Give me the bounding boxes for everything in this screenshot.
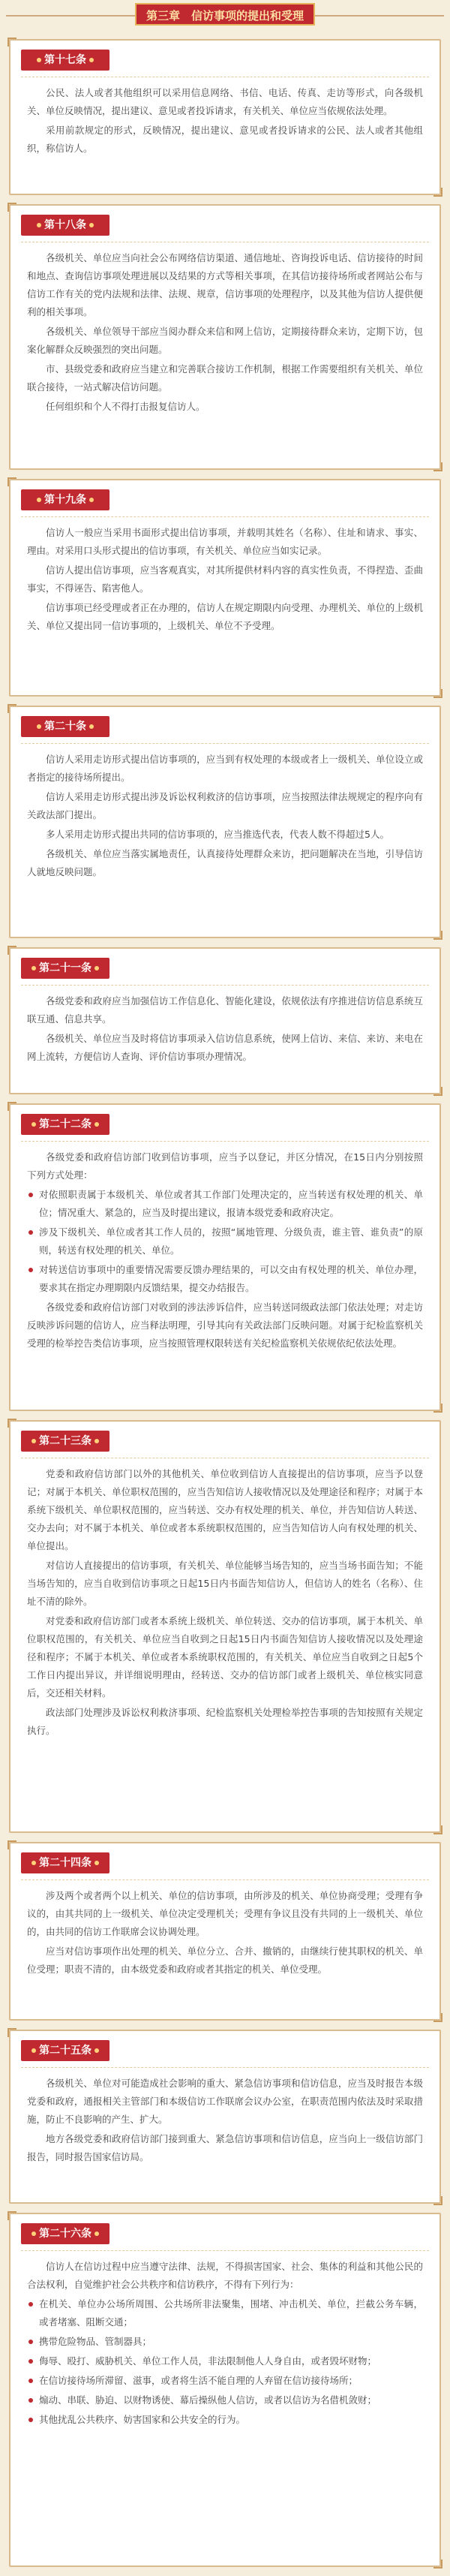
card-divider: [21, 242, 429, 243]
article-body: [27, 249, 423, 417]
corner-ornament: [8, 2028, 16, 2037]
article-label: [21, 215, 110, 236]
corner-ornament: [8, 1102, 16, 1111]
article-paragraph: 采用前款规定的形式，反映情况，提出建议、意见或者投诉请求的公民、法人或者其他组织，称信访人。: [27, 125, 423, 154]
article-card-26: [9, 2213, 441, 2567]
article-paragraph: 信访人一般应当采用书面形式提出信访事项，并载明其姓名（名称）、住址和请求、事实、理由。对采用口头形式提出的信访事项，有关机关、单位应当如实记录。: [27, 527, 423, 556]
article-body: [27, 751, 423, 883]
dot-icon: [94, 1122, 99, 1127]
corner-ornament: [434, 1825, 442, 1834]
article-label: [21, 2223, 110, 2244]
dot-icon: [32, 2231, 36, 2236]
article-paragraph: 市、县级党委和政府应当建立和完善联合接访工作机制，根据工作需要组织有关机关、单位联合接待，一站式解决信访问题。: [27, 363, 423, 393]
article-label: [21, 958, 110, 979]
article-paragraph: 信访事项已经受理或者正在办理的，信访人在规定期限内向受理、办理机关、单位的上级机关、单位又提出同一信访事项的，上级机关、单位不予受理。: [27, 602, 423, 631]
article-card-19: [9, 479, 441, 697]
article-body: [27, 524, 423, 636]
list-item: 对转送信访事项中的重要情况需要反馈办理结果的，可以交由有权处理的机关、单位办理，要求其在指定办理期限内反馈结果，提交办结报告。: [27, 1261, 423, 1297]
article-card-21: [9, 947, 441, 1094]
article-card-20: [9, 706, 441, 938]
article-card-18: [9, 204, 441, 470]
article-card-25: [9, 2030, 441, 2204]
article-paragraph: 各级党委和政府信访部门对收到的涉法涉诉信件，应当转送同级政法部门依法处理；对走访反映涉诉问题的信访人，应当释法明理，引导其向有关政法部门反映问题。对属于纪检监察机关受理的检举控告类信访事项，应当按照管理权限转送有关纪检监察机关依规依纪依法处理。: [27, 1302, 423, 1349]
article-label-text: 第二十二条: [39, 1118, 92, 1130]
corner-ornament: [434, 462, 442, 471]
bullet-list: [27, 2295, 423, 2429]
article-label: [21, 1852, 110, 1873]
corner-ornament: [8, 1419, 16, 1428]
article-body: [27, 2258, 423, 2430]
corner-ornament: [434, 931, 442, 940]
card-divider: [21, 516, 429, 518]
dot-icon: [94, 2231, 99, 2236]
article-paragraph: 公民、法人或者其他组织可以采用信息网络、书信、电话、传真、走访等形式，向各级机关、单位反映情况，提出建议、意见或者投诉请求，有关机关、单位应当依规依法处理。: [27, 87, 423, 116]
bullet-list: [27, 1186, 423, 1297]
article-paragraph: 各级机关、单位应当向社会公布网络信访渠道、通信地址、咨询投诉电话、信访接待的时间和地点、查询信访事项处理进展以及结果的方式等相关事项，在其信访接待场所或者网站公布与信访工作有关的党内法规和法律、法规、规章，信访事项的处理程序，以及其他为信访人提供便利的相关事项。: [27, 252, 423, 317]
corner-ornament: [8, 203, 16, 212]
article-paragraph: 各级机关、单位领导干部应当阅办群众来信和网上信访，定期接待群众来访，定期下访，包案化解群众反映强烈的突出问题。: [27, 326, 423, 355]
article-label-text: 第二十五条: [39, 2045, 92, 2057]
card-divider: [21, 743, 429, 745]
article-card-17: [9, 39, 441, 195]
chapter-header: [0, 0, 450, 30]
article-label: [21, 1114, 110, 1135]
corner-ornament: [434, 1087, 442, 1096]
article-paragraph: 对党委和政府信访部门或者本系统上级机关、单位转送、交办的信访事项，属于本机关、单位职权范围的，有关机关、单位应当自收到之日起15日内书面告知信访人接收情况以及处理途径和程序；不属于本机关、单位或者本系统职权范围的，有关机关、单位应当自收到之日起5个工作日内提出异议，并详细说明理由，经转送、交办的信访部门或者上级机关、单位核实同意后，交还相关材料。: [27, 1615, 423, 1699]
article-paragraph: 各级机关、单位对可能造成社会影响的重大、紧急信访事项和信访信息，应当及时报告本级党委和政府，通报相关主管部门和本级信访工作联席会议办公室，在职责范围内依法及时采取措施，防止不良影响的产生、扩大。: [27, 2078, 423, 2125]
list-item: 煽动、串联、胁迫、以财物诱使、幕后操纵他人信访，或者以信访为名借机敛财；: [27, 2391, 423, 2409]
list-item: 侮辱、殴打、威胁机关、单位工作人员，非法限制他人人身自由，或者毁坏财物；: [27, 2352, 423, 2370]
article-paragraph: 政法部门处理涉及诉讼权利救济事项、纪检监察机关处理检举控告事项的告知按照有关规定执行。: [27, 1707, 423, 1736]
dot-icon: [89, 724, 94, 729]
article-card-23: [9, 1420, 441, 1833]
article-body: [27, 2075, 423, 2168]
article-label-text: 第二十三条: [39, 1435, 92, 1447]
corner-ornament: [8, 946, 16, 955]
article-paragraph: 应当对信访事项作出处理的机关、单位分立、合并、撤销的，由继续行使其职权的机关、单位受理；职责不清的，由本级党委和政府或者其指定的机关、单位受理。: [27, 1946, 423, 1975]
article-paragraph: 任何组织和个人不得打击报复信访人。: [46, 401, 206, 412]
list-item: 其他扰乱公共秩序、妨害国家和公共安全的行为。: [27, 2411, 423, 2429]
dot-icon: [94, 2048, 99, 2053]
article-label: [21, 489, 110, 510]
dot-icon: [32, 1439, 36, 1443]
article-label-text: 第二十六条: [39, 2228, 92, 2240]
dot-icon: [32, 1861, 36, 1865]
list-item: 在机关、单位办公场所周围、公共场所非法聚集，围堵、冲击机关、单位，拦截公务车辆，或者堵塞、阻断交通；: [27, 2295, 423, 2331]
article-card-24: [9, 1842, 441, 2021]
dot-icon: [94, 1861, 99, 1865]
article-paragraph: 信访人提出信访事项，应当客观真实，对其所提供材料内容的真实性负责，不得捏造、歪曲事实，不得诬告、陷害他人。: [27, 564, 423, 594]
dot-icon: [94, 1439, 99, 1443]
chapter-line-left: [6, 15, 146, 17]
article-label: [21, 716, 110, 737]
article-body: [27, 1887, 423, 1980]
dot-icon: [32, 966, 36, 971]
article-paragraph: 各级机关、单位应当及时将信访事项录入信访信息系统，使网上信访、来信、来访、来电在网上流转，方便信访人查询、评价信访事项办理情况。: [27, 1033, 423, 1062]
dot-icon: [89, 498, 94, 502]
article-paragraph: 信访人在信访过程中应当遵守法律、法规，不得损害国家、社会、集体的利益和其他公民的合法权利，自觉维护社会公共秩序和信访秩序，不得有下列行为：: [27, 2261, 423, 2290]
article-paragraph: 对信访人直接提出的信访事项，有关机关、单位能够当场告知的，应当当场书面告知；不能当场告知的，应当自收到信访事项之日起15日内书面告知信访人，但信访人的姓名（名称）、住址不清的除外。: [27, 1560, 423, 1607]
list-item: 携带危险物品、管制器具；: [27, 2333, 423, 2351]
dot-icon: [37, 58, 41, 62]
dot-icon: [94, 966, 99, 971]
article-paragraph: 党委和政府信访部门以外的其他机关、单位收到信访人直接提出的信访事项，应当予以登记；对属于本机关、单位职权范围的，应当告知信访人接收情况以及处理途径和程序；对属于本系统下级机关、单位职权范围的，应当转送、交办有权处理的机关、单位，并告知信访人转送、交办去向；对不属于本机关、单位或者本系统职权范围的，应当告知信访人向有权处理的机关、单位提出。: [27, 1468, 423, 1551]
chapter-title: 第三章 信访事项的提出和受理: [135, 3, 315, 26]
card-divider: [21, 1141, 429, 1142]
corner-ornament: [434, 188, 442, 197]
article-label-text: 第二十一条: [39, 962, 92, 974]
article-body: [27, 992, 423, 1067]
corner-ornament: [434, 2559, 442, 2568]
corner-ornament: [8, 477, 16, 486]
corner-ornament: [8, 2211, 16, 2220]
article-label-text: 第二十四条: [39, 1857, 92, 1869]
article-label: [21, 2040, 110, 2061]
article-paragraph: 各级党委和政府应当加强信访工作信息化、智能化建设，依规依法有序推进信访信息系统互联互通、信息共享。: [27, 995, 423, 1025]
article-label-text: 第十九条: [44, 494, 86, 506]
article-label-text: 第十八条: [44, 219, 86, 231]
article-paragraph: 信访人采用走访形式提出涉及诉讼权利救济的信访事项，应当按照法律法规规定的程序向有关政法部门提出。: [27, 791, 423, 820]
list-item: 涉及下级机关、单位或者其工作人员的，按照“属地管理、分级负责，谁主管、谁负责”的原则，转送有权处理的机关、单位。: [27, 1223, 423, 1259]
corner-ornament: [8, 38, 16, 47]
corner-ornament: [434, 2013, 442, 2022]
dot-icon: [89, 223, 94, 227]
corner-ornament: [434, 689, 442, 698]
card-divider: [21, 77, 429, 78]
article-body: [27, 84, 423, 159]
article-body: [27, 1148, 423, 1354]
card-divider: [21, 1458, 429, 1459]
corner-ornament: [8, 1840, 16, 1849]
article-label-text: 第十七条: [44, 54, 86, 66]
chapter-line-right: [304, 15, 444, 17]
article-label: [21, 50, 110, 71]
article-body: [27, 1465, 423, 1741]
dot-icon: [89, 58, 94, 62]
article-paragraph: 地方各级党委和政府信访部门接到重大、紧急信访事项和信访信息，应当向上一级信访部门报告，同时报告国家信访局。: [27, 2133, 423, 2162]
card-divider: [21, 985, 429, 986]
corner-ornament: [434, 2196, 442, 2205]
dot-icon: [37, 223, 41, 227]
corner-ornament: [434, 1404, 442, 1413]
corner-ornament: [8, 704, 16, 713]
dot-icon: [32, 1122, 36, 1127]
article-paragraph: 多人采用走访形式提出共同的信访事项的，应当推选代表，代表人数不得超过5人。: [46, 829, 389, 840]
article-label-text: 第二十条: [44, 721, 86, 733]
article-label: [21, 1431, 110, 1452]
list-item: 在信访接待场所滞留、滋事，或者将生活不能自理的人弃留在信访接待场所；: [27, 2372, 423, 2390]
dot-icon: [37, 724, 41, 729]
card-divider: [21, 1879, 429, 1881]
article-card-22: [9, 1103, 441, 1411]
article-paragraph: 各级党委和政府信访部门收到信访事项，应当予以登记，并区分情况，在15日内分别按照下列方式处理：: [27, 1151, 423, 1181]
card-divider: [21, 2250, 429, 2252]
dot-icon: [32, 2048, 36, 2053]
dot-icon: [37, 498, 41, 502]
article-paragraph: 涉及两个或者两个以上机关、单位的信访事项，由所涉及的机关、单位协商受理；受理有争议的，由其共同的上一级机关、单位决定受理机关；受理有争议且没有共同的上一级机关、单位的，由共同的信访工作联席会议协调处理。: [27, 1890, 423, 1937]
list-item: 对依照职责属于本级机关、单位或者其工作部门处理决定的，应当转送有权处理的机关、单位；情况重大、紧急的，应当及时提出建议，报请本级党委和政府决定。: [27, 1186, 423, 1222]
card-divider: [21, 2067, 429, 2069]
article-paragraph: 各级机关、单位应当落实属地责任，认真接待处理群众来访，把问题解决在当地，引导信访人就地反映问题。: [27, 848, 423, 877]
article-paragraph: 信访人采用走访形式提出信访事项的，应当到有权处理的本级或者上一级机关、单位设立或者指定的接待场所提出。: [27, 754, 423, 783]
